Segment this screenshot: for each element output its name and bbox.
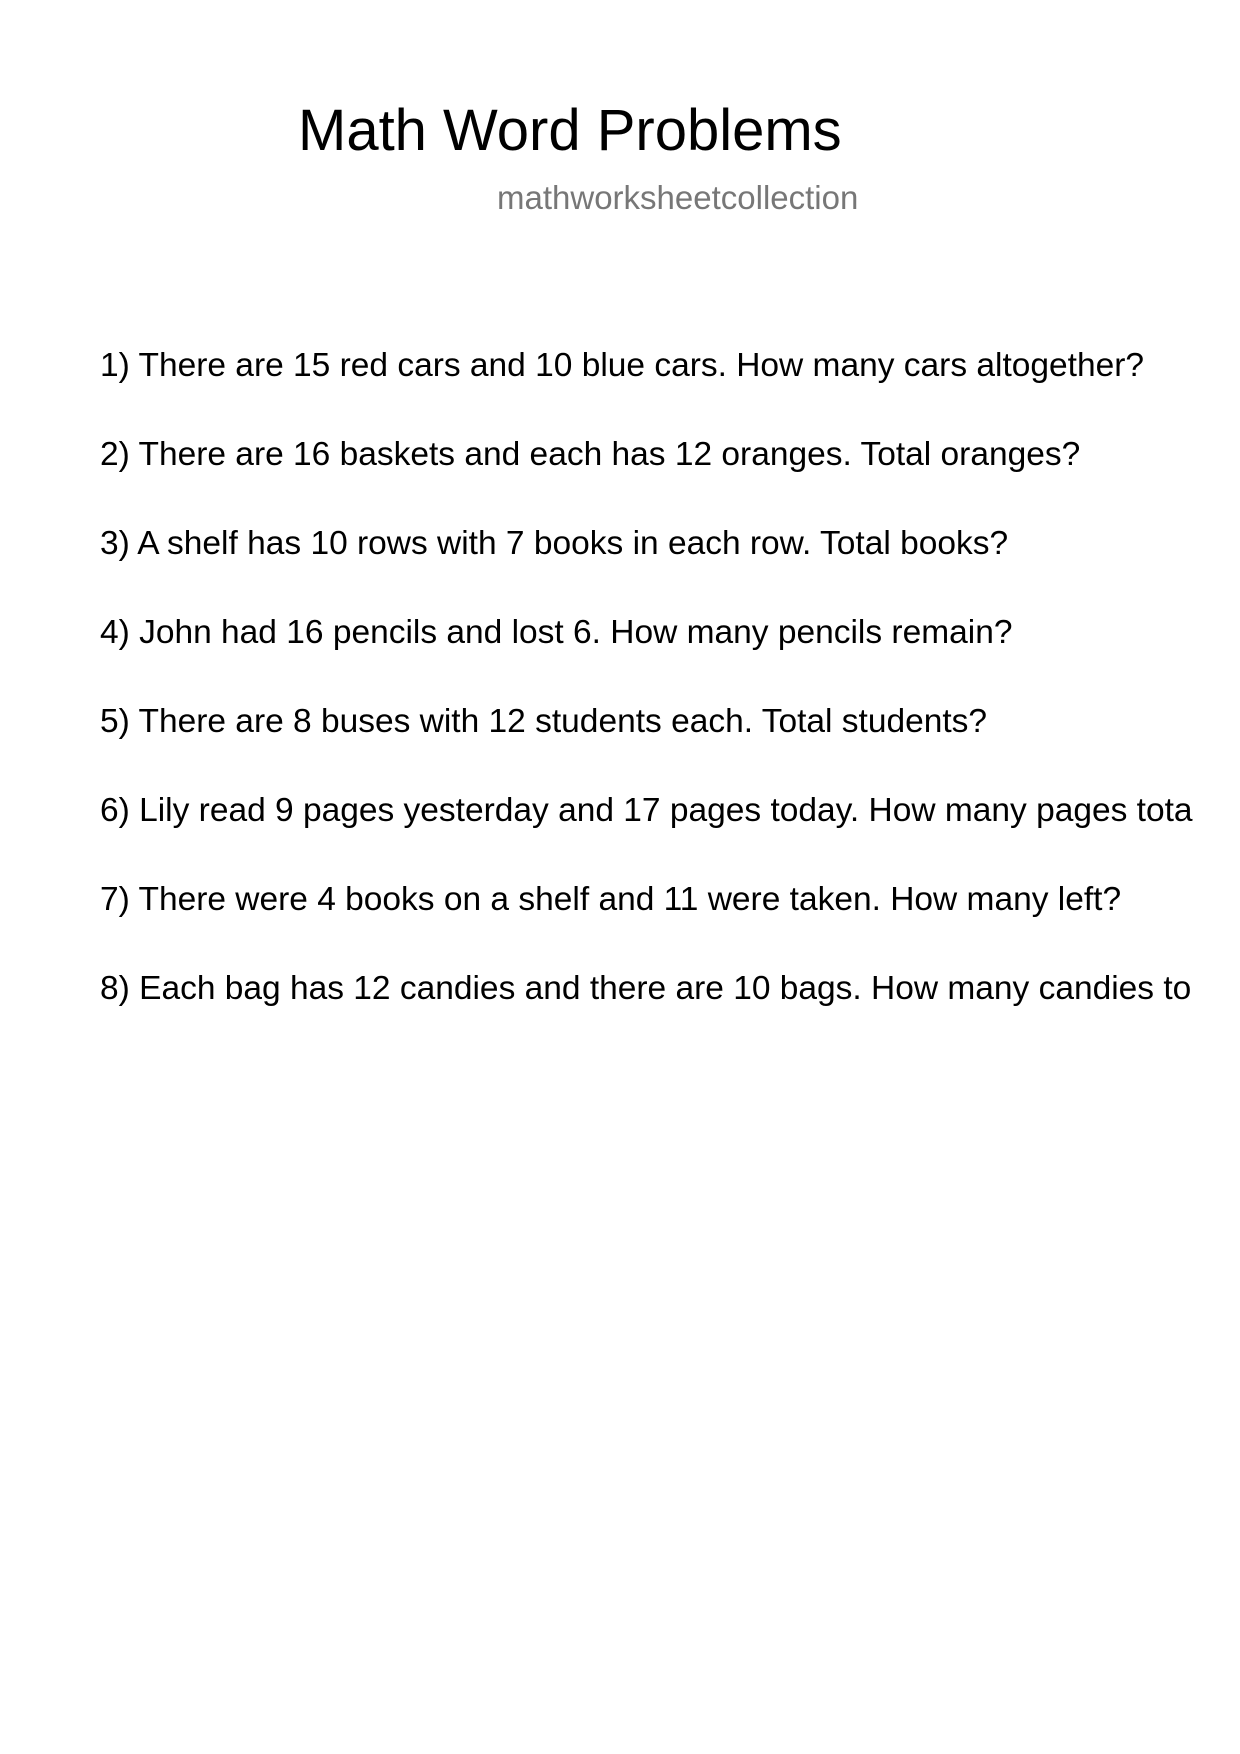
problem-item: 5) There are 8 buses with 12 students each. Total students? [100,703,988,740]
problem-item: 7) There were 4 books on a shelf and 11 were taken. How many left? [100,881,1122,918]
page-title: Math Word Problems [298,98,842,163]
problem-list [100,344,1240,1056]
problem-item: 4) John had 16 pencils and lost 6. How many pencils remain? [100,614,1013,651]
problem-item: 6) Lily read 9 pages yesterday and 17 pages today. How many pages tota [100,792,1193,829]
problem-item: 3) A shelf has 10 rows with 7 books in each row. Total books? [100,525,1009,562]
source-label: mathworksheetcollection [497,179,859,216]
problem-item: 8) Each bag has 12 candies and there are 10 bags. How many candies to [100,970,1192,1007]
problem-item: 1) There are 15 red cars and 10 blue cars. How many cars altogether? [100,347,1145,384]
problem-item: 2) There are 16 baskets and each has 12 oranges. Total oranges? [100,436,1081,473]
